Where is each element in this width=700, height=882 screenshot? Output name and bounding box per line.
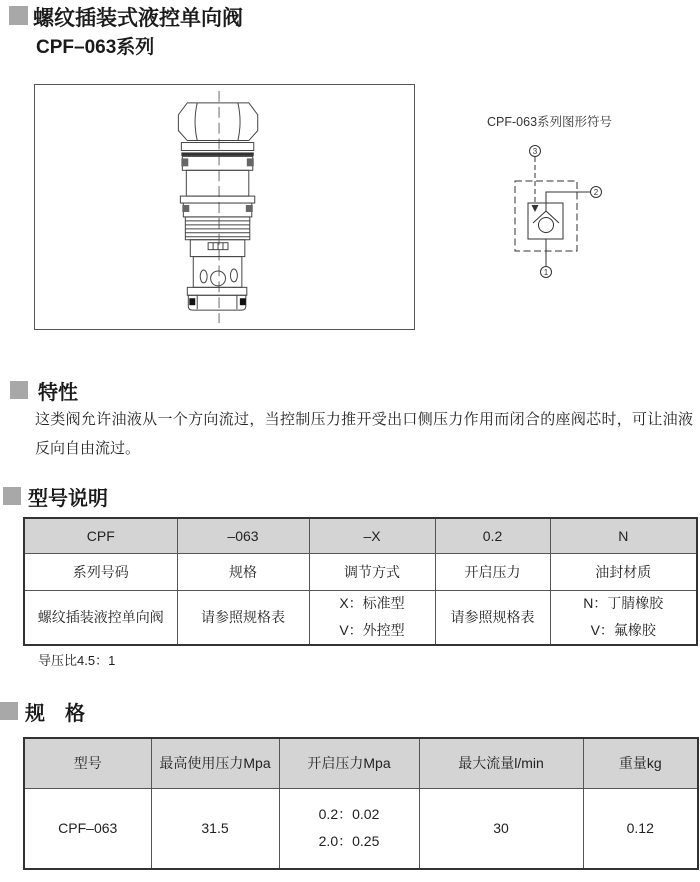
spec-header-cell: 最高使用压力Mpa — [151, 738, 279, 788]
pilot-ratio-note: 导压比4.5：1 — [38, 653, 116, 668]
title-bullet-square — [9, 6, 28, 25]
adjust-option-v: V：外控型 — [339, 622, 405, 639]
symbol-caption: CPF-063系列图形符号 — [487, 115, 613, 129]
table-row — [24, 553, 697, 590]
page-subtitle: CPF–063系列 — [36, 37, 155, 58]
seal-option-n: N：丁腈橡胶 — [583, 594, 664, 611]
spec-opening-cell — [279, 788, 419, 869]
port-3-label: 3 — [532, 147, 538, 156]
desc-cell: 请参照规格表 — [435, 590, 550, 645]
code-cell: CPF — [24, 518, 177, 553]
spec-pressure-cell: 31.5 — [151, 788, 279, 869]
spec-flow-cell: 30 — [419, 788, 583, 869]
model-heading: 型号说明 — [28, 488, 108, 510]
table-row — [24, 518, 697, 553]
specifications-table — [23, 737, 699, 870]
table-header-row — [24, 738, 698, 788]
code-cell: –X — [309, 518, 435, 553]
specs-bullet-square — [0, 702, 18, 720]
hydraulic-symbol-diagram — [495, 134, 610, 284]
valve-technical-drawing — [35, 85, 414, 329]
port-2-label: 2 — [593, 188, 599, 197]
label-cell: 调节方式 — [309, 553, 435, 590]
features-bullet-square — [10, 381, 28, 399]
code-cell: 0.2 — [435, 518, 550, 553]
desc-cell: 请参照规格表 — [177, 590, 309, 645]
opening-pressure-line1: 0.2：0.02 — [318, 805, 380, 822]
page-title: 螺纹插装式液控单向阀 — [33, 7, 243, 30]
table-row — [24, 788, 698, 869]
port-1-label: 1 — [543, 268, 549, 277]
label-cell: 开启压力 — [435, 553, 550, 590]
spec-header-cell: 最大流量l/min — [419, 738, 583, 788]
spec-weight-cell: 0.12 — [583, 788, 698, 869]
features-body-text: 这类阀允许油液从一个方向流过，当控制压力推开受出口侧压力作用而闭合的座阀芯时，可让油液反向自由流过。 — [35, 411, 693, 457]
desc-cell — [309, 590, 435, 645]
features-heading: 特性 — [38, 382, 78, 404]
table-row — [24, 590, 697, 645]
label-cell: 系列号码 — [24, 553, 177, 590]
desc-cell — [550, 590, 697, 645]
label-cell: 规格 — [177, 553, 309, 590]
spec-model-cell: CPF–063 — [24, 788, 151, 869]
spec-header-cell: 重量kg — [583, 738, 698, 788]
desc-cell: 螺纹插装液控单向阀 — [24, 590, 177, 645]
model-code-table — [23, 517, 698, 646]
code-cell: –063 — [177, 518, 309, 553]
spec-header-cell: 型号 — [24, 738, 151, 788]
label-cell: 油封材质 — [550, 553, 697, 590]
spec-header-cell: 开启压力Mpa — [279, 738, 419, 788]
model-bullet-square — [3, 487, 21, 505]
valve-drawing-frame — [34, 84, 415, 330]
specs-heading: 规 格 — [25, 703, 85, 725]
adjust-option-x: X：标准型 — [339, 594, 405, 611]
code-cell: N — [550, 518, 697, 553]
opening-pressure-line2: 2.0：0.25 — [318, 833, 380, 850]
seal-option-v: V：氟橡胶 — [590, 622, 656, 639]
